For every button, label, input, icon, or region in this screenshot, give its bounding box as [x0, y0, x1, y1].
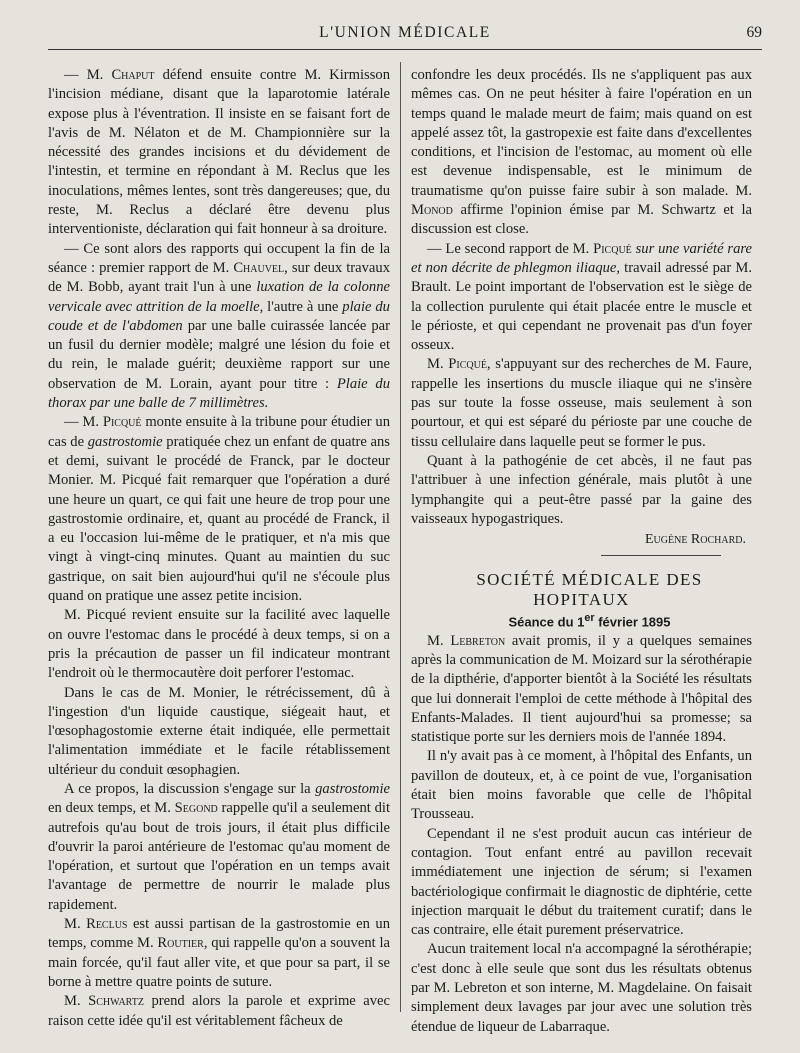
- person-name: Monod: [411, 202, 453, 219]
- person-name: Picqué: [448, 356, 487, 373]
- running-title: L'UNION MÉDICALE: [319, 24, 491, 41]
- italic-title: plaie du coude et de l'abdomen: [48, 298, 390, 334]
- paragraph: M. Reclus est aussi partisan de la gastrostomie en un temps, comme M. Routier, qui rappelle qu'on a souvent la main forcée, qu'il faut aller vite, et que pour sa part, il se borne à mettre quatre points de suture.: [48, 916, 390, 990]
- left-column: [48, 66, 390, 1031]
- session-date: Séance du 1er février 1895: [508, 612, 671, 630]
- person-name: Chaput: [111, 67, 155, 83]
- italic-title: Plaie du thorax par une balle de 7 millimètres.: [48, 375, 390, 412]
- paragraph: Il n'y avait pas à ce moment, à l'hôpital des Enfants, un pavillon de douteux, et, à ce point de vue, l'organisation était bien moins favorable que celle de l'hôpital Trousseau.: [411, 748, 752, 823]
- author-signature: Eugène Rochard.: [645, 532, 746, 548]
- page-number: 69: [746, 24, 762, 41]
- paragraph: M. Picqué revient ensuite sur la facilité avec laquelle on ouvre l'estomac dans le procédé à deux temps, si on a pris la précaution de passer un fil indicateur montrant l'endroit où le thermocautère doit perforer l'estomac.: [48, 607, 390, 682]
- person-name: Reclus: [86, 916, 128, 933]
- right-column: [411, 66, 752, 1037]
- paragraph: — M. Chaput défend ensuite contre M. Kirmisson l'incision médiane, disant que la laparotomie latérale expose plus à l'éventration. Il insiste en se faisant fort de l'avis de M. Nélaton et de M. Championnière sur la nécessité des grandes incisions et du dévidement de l'intestin, et termine en répondant à M. Reclus que les inoculations, mêmes lentes, sont très dangereuses; que, du reste, M. Reclus a déclaré être devenu plus interventioniste, déclaration qui fait honneur à sa droiture.: [48, 67, 390, 238]
- page-header: [48, 24, 762, 46]
- person-name: Picqué: [593, 240, 632, 257]
- paragraph: Dans le cas de M. Monier, le rétrécissement, dû à l'ingestion d'un liquide caustique, siégeait haut, et l'œsophagostomie externe était indiquée, elle permettait l'alimentation immédiate et le facile rétablissement ultérieur du conduit œsophagien.: [48, 684, 390, 778]
- section-separator: [601, 555, 721, 556]
- paragraph: — Le second rapport de M. Picqué sur une variété rare et non décrite de phlegmon iliaque, travail adressé par M. Brault. Le point important de l'observation est le siège de la collection purulente qui était placée entre le muscle et le périoste, et qui cependant ne provenait pas d'un foyer osseux.: [411, 240, 752, 354]
- paragraph: Quant à la pathogénie de cet abcès, il ne faut pas l'attribuer à une infection générale, mais plutôt à une lymphangite qui a peut-être passé par la gaine des vaisseaux hypogastriques.: [411, 452, 752, 527]
- person-name: Segond: [174, 800, 218, 817]
- person-name: Lebreton: [450, 632, 506, 649]
- paragraph: Aucun traitement local n'a accompagné la sérothérapie; c'est donc à elle seule que sont dus les résultats obtenus par M. Lebreton et son interne, M. Magdelaine. On faisait simplement deux lavages par jour avec une solution très étendue de liqueur de Labarraque.: [411, 941, 752, 1035]
- paragraph: — Ce sont alors des rapports qui occupent la fin de la séance : premier rapport de M. Chauvel, sur deux travaux de M. Bobb, ayant trait l'un à une luxation de la colonne vervicale avec attrition de la moelle, l'autre à une plaie du coude et de l'abdomen par une balle cuirassée lancée par un fusil du dernier modèle; malgré une lésion du foie et du rein, le malade guérit; deuxième rapport sur une observation de M. Lorain, ayant pour titre : Plaie du thorax par une balle de 7 millimètres.: [48, 240, 390, 412]
- paragraph: — M. Picqué monte ensuite à la tribune pour étudier un cas de gastrostomie pratiquée chez un enfant de quatre ans et demi, suivant le procédé de Franck, par le docteur Monier. M. Picqué fait remarquer que l'opération a duré une heure un quart, ce qui fait une heure de trop pour une gastrostomie ordinaire, et, quant au procédé de Franck, il a eu l'occasion lui-même de le pratiquer, et n'a mis que vingt à vingt-cinq minutes. Quant au maintien du suc gastrique, on sait bien aujourd'hui qu'il ne s'écoule plus quand on pratique une assez petite incision.: [48, 414, 391, 605]
- person-name: Picqué: [102, 414, 142, 431]
- paragraph: M. Lebreton avait promis, il y a quelques semaines après la communication de M. Moizard sur la sérothérapie de la dipthérie, d'apporter bientôt à la Société les résultats que lui donnerait l'emploi de cette méthode à l'hôpital des Enfants-Malades. Il tient aujourd'hui sa promesse; sa statistique porte sur les derniers mois de l'année 1894.: [411, 632, 752, 746]
- italic-title: sur une variété rare et non décrite de phlegmon iliaque,: [411, 240, 752, 276]
- paragraph: M. Schwartz prend alors la parole et exprime avec raison cette idée qu'il est véritablement fâcheux de: [48, 993, 390, 1029]
- italic-title: luxation de la colonne vervicale avec attrition de la moelle,: [48, 279, 390, 315]
- person-name: Schwartz: [88, 993, 144, 1010]
- person-name: Chauvel: [233, 259, 285, 276]
- person-name: Routier: [157, 935, 204, 952]
- paragraph: M. Picqué, s'appuyant sur des recherches de M. Faure, rappelle les insertions du muscle iliaque qui ne s'insère pas sur toute la fosse osseuse, mais seulement à son pourtour, et qui est séparé du périoste par une couche de tissu cellulaire dans laquelle peut se former le pus.: [411, 356, 752, 450]
- column-divider: [400, 62, 401, 1012]
- italic-term: gastrostomie: [87, 433, 163, 450]
- paragraph: A ce propos, la discussion s'engage sur la gastrostomie en deux temps, et M. Segond rappelle qu'il a seulement dit autrefois qu'au bout de trois jours, il était plus difficile d'ouvrir la paroi antérieure de l'estomac qu'au moment de l'opération, et surtout que l'opération en un temps avait l'avantage de permettre de nourrir le malade plus rapidement.: [48, 780, 390, 913]
- header-rule: [48, 49, 762, 50]
- paragraph: confondre les deux procédés. Ils ne s'appliquent pas aux mêmes cas. On ne peut hésiter à faire l'opération en un temps quand le malade meurt de faim; mais quand on est appelé assez tôt, la gastropexie est faite dans d'excellentes conditions, et l'incision de l'estomac, au moment où elle est devenue indispensable, est le minimum de traumatisme qu'on puisse faire subir à son malade. M. Monod affirme l'opinion émise par M. Schwartz et la discussion est close.: [411, 67, 752, 238]
- italic-term: gastrostomie: [315, 780, 390, 797]
- paragraph: Cependant il ne s'est produit aucun cas intérieur de contagion. Tout enfant entré au pavillon recevait immédiatement une injection de sérum; si l'examen bactériologique confirmait le diagnostic de diphtérie, cette injection marquait le début du traitement curatif; dans le cas contraire, elle était purement préservatrice.: [411, 825, 752, 939]
- section-heading: SOCIÉTÉ MÉDICALE DES HOPITAUX: [476, 570, 703, 609]
